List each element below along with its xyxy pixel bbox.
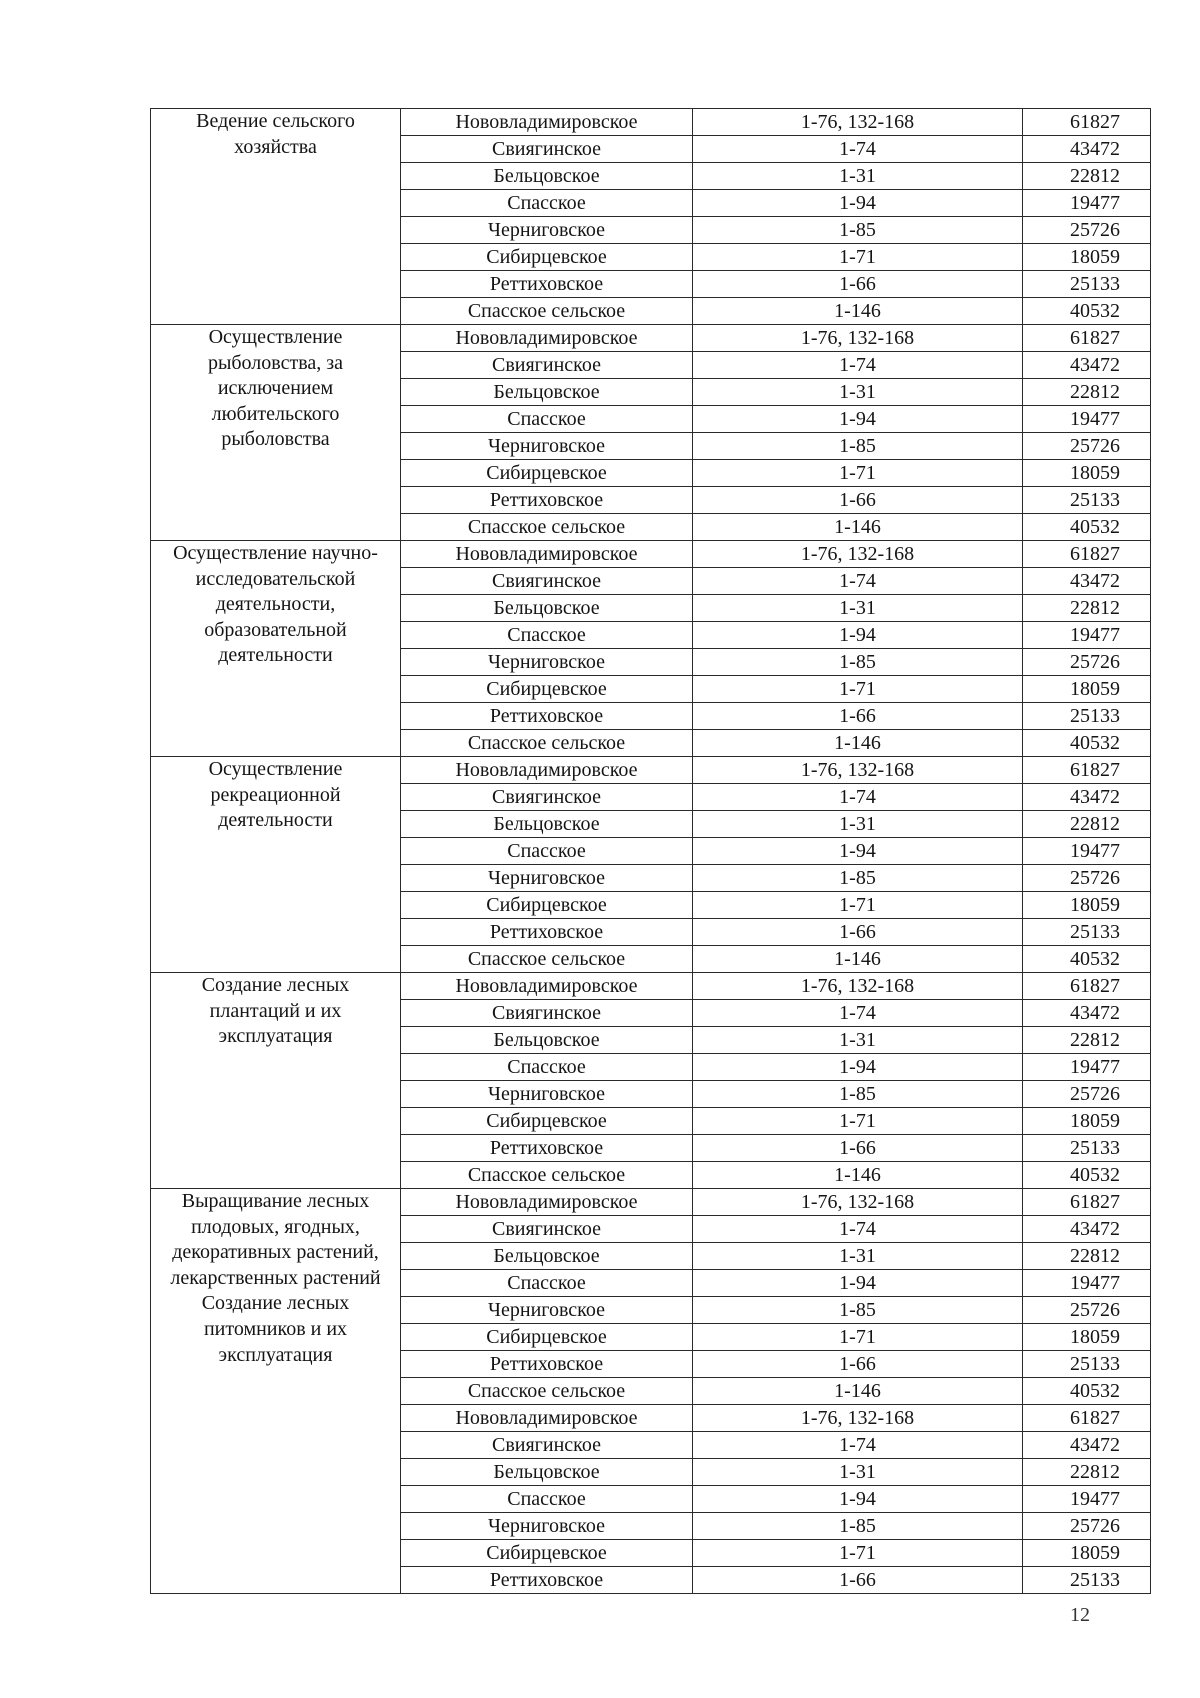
area-cell: 61827	[1023, 973, 1151, 1000]
kvartaly-cell: 1-94	[693, 1486, 1023, 1513]
kvartaly-cell: 1-74	[693, 1000, 1023, 1027]
kvartaly-cell: 1-146	[693, 514, 1023, 541]
kvartaly-cell: 1-94	[693, 1054, 1023, 1081]
lesnichestvo-cell: Спасское	[401, 1270, 693, 1297]
lesnichestvo-cell: Нововладимировское	[401, 757, 693, 784]
lesnichestvo-cell: Спасское сельское	[401, 1378, 693, 1405]
lesnichestvo-cell: Свиягинское	[401, 1432, 693, 1459]
lesnichestvo-cell: Реттиховское	[401, 271, 693, 298]
kvartaly-cell: 1-71	[693, 892, 1023, 919]
area-cell: 61827	[1023, 757, 1151, 784]
area-cell: 19477	[1023, 622, 1151, 649]
lesnichestvo-cell: Сибирцевское	[401, 460, 693, 487]
kvartaly-cell: 1-31	[693, 811, 1023, 838]
lesnichestvo-cell: Черниговское	[401, 649, 693, 676]
lesnichestvo-cell: Свиягинское	[401, 784, 693, 811]
area-cell: 25726	[1023, 1297, 1151, 1324]
area-cell: 25133	[1023, 487, 1151, 514]
lesnichestvo-cell: Нововладимировское	[401, 325, 693, 352]
kvartaly-cell: 1-76, 132-168	[693, 541, 1023, 568]
activity-type-cell: Создание лесных плантаций и их эксплуатация	[151, 973, 401, 1189]
area-cell: 61827	[1023, 541, 1151, 568]
lesnichestvo-cell: Свиягинское	[401, 136, 693, 163]
area-cell: 25726	[1023, 865, 1151, 892]
area-cell: 25726	[1023, 649, 1151, 676]
area-cell: 22812	[1023, 595, 1151, 622]
kvartaly-cell: 1-85	[693, 1513, 1023, 1540]
area-cell: 25133	[1023, 271, 1151, 298]
lesnichestvo-cell: Черниговское	[401, 217, 693, 244]
kvartaly-cell: 1-66	[693, 271, 1023, 298]
area-cell: 61827	[1023, 1405, 1151, 1432]
area-cell: 61827	[1023, 109, 1151, 136]
lesnichestvo-cell: Реттиховское	[401, 1351, 693, 1378]
kvartaly-cell: 1-76, 132-168	[693, 757, 1023, 784]
kvartaly-cell: 1-71	[693, 460, 1023, 487]
area-cell: 43472	[1023, 352, 1151, 379]
kvartaly-cell: 1-94	[693, 1270, 1023, 1297]
area-cell: 43472	[1023, 1216, 1151, 1243]
area-cell: 18059	[1023, 460, 1151, 487]
kvartaly-cell: 1-85	[693, 649, 1023, 676]
kvartaly-cell: 1-71	[693, 1108, 1023, 1135]
kvartaly-cell: 1-146	[693, 946, 1023, 973]
kvartaly-cell: 1-76, 132-168	[693, 109, 1023, 136]
activity-type-cell: Осуществление рекреационной деятельности	[151, 757, 401, 973]
area-cell: 18059	[1023, 244, 1151, 271]
lesnichestvo-cell: Свиягинское	[401, 352, 693, 379]
kvartaly-cell: 1-146	[693, 1378, 1023, 1405]
lesnichestvo-cell: Сибирцевское	[401, 892, 693, 919]
area-cell: 19477	[1023, 406, 1151, 433]
kvartaly-cell: 1-74	[693, 1432, 1023, 1459]
kvartaly-cell: 1-31	[693, 1459, 1023, 1486]
area-cell: 25133	[1023, 1351, 1151, 1378]
lesnichestvo-cell: Бельцовское	[401, 1459, 693, 1486]
lesnichestvo-cell: Нововладимировское	[401, 1189, 693, 1216]
area-cell: 19477	[1023, 1270, 1151, 1297]
area-cell: 43472	[1023, 784, 1151, 811]
lesnichestvo-cell: Спасское	[401, 1054, 693, 1081]
kvartaly-cell: 1-94	[693, 406, 1023, 433]
kvartaly-cell: 1-74	[693, 568, 1023, 595]
area-cell: 19477	[1023, 190, 1151, 217]
kvartaly-cell: 1-71	[693, 1324, 1023, 1351]
lesnichestvo-cell: Реттиховское	[401, 919, 693, 946]
lesnichestvo-cell: Черниговское	[401, 433, 693, 460]
kvartaly-cell: 1-66	[693, 1351, 1023, 1378]
area-cell: 18059	[1023, 1540, 1151, 1567]
kvartaly-cell: 1-66	[693, 1135, 1023, 1162]
lesnichestvo-cell: Реттиховское	[401, 1567, 693, 1594]
lesnichestvo-cell: Сибирцевское	[401, 676, 693, 703]
kvartaly-cell: 1-66	[693, 487, 1023, 514]
area-cell: 22812	[1023, 1027, 1151, 1054]
kvartaly-cell: 1-85	[693, 433, 1023, 460]
area-cell: 40532	[1023, 1378, 1151, 1405]
lesnichestvo-cell: Бельцовское	[401, 1027, 693, 1054]
lesnichestvo-cell: Спасское сельское	[401, 730, 693, 757]
area-cell: 25726	[1023, 1081, 1151, 1108]
kvartaly-cell: 1-76, 132-168	[693, 973, 1023, 1000]
table-row	[151, 757, 1151, 784]
kvartaly-cell: 1-76, 132-168	[693, 1405, 1023, 1432]
kvartaly-cell: 1-66	[693, 919, 1023, 946]
activity-type-cell: Осуществление рыболовства, за исключением любительского рыболовства	[151, 325, 401, 541]
lesnichestvo-cell: Сибирцевское	[401, 1324, 693, 1351]
kvartaly-cell: 1-85	[693, 217, 1023, 244]
area-cell: 19477	[1023, 838, 1151, 865]
table-body	[151, 109, 1151, 1594]
table-row	[151, 1189, 1151, 1216]
kvartaly-cell: 1-74	[693, 784, 1023, 811]
table-row	[151, 109, 1151, 136]
area-cell: 22812	[1023, 1459, 1151, 1486]
activity-type-cell: Выращивание лесных плодовых, ягодных, декоративных растений, лекарственных растений Создание лесных питомников и их эксплуатация	[151, 1189, 401, 1594]
kvartaly-cell: 1-66	[693, 1567, 1023, 1594]
lesnichestvo-cell: Реттиховское	[401, 703, 693, 730]
lesnichestvo-cell: Бельцовское	[401, 379, 693, 406]
lesnichestvo-cell: Спасское	[401, 838, 693, 865]
kvartaly-cell: 1-94	[693, 622, 1023, 649]
lesnichestvo-cell: Черниговское	[401, 865, 693, 892]
lesnichestvo-cell: Спасское	[401, 190, 693, 217]
area-cell: 19477	[1023, 1486, 1151, 1513]
page-number: 12	[1070, 1604, 1090, 1626]
lesnichestvo-cell: Спасское	[401, 1486, 693, 1513]
kvartaly-cell: 1-71	[693, 244, 1023, 271]
lesnichestvo-cell: Нововладимировское	[401, 1405, 693, 1432]
lesnichestvo-cell: Черниговское	[401, 1297, 693, 1324]
kvartaly-cell: 1-76, 132-168	[693, 325, 1023, 352]
kvartaly-cell: 1-146	[693, 1162, 1023, 1189]
lesnichestvo-cell: Свиягинское	[401, 568, 693, 595]
kvartaly-cell: 1-76, 132-168	[693, 1189, 1023, 1216]
kvartaly-cell: 1-85	[693, 1297, 1023, 1324]
area-cell: 18059	[1023, 1108, 1151, 1135]
forest-use-table	[150, 108, 1151, 1594]
lesnichestvo-cell: Спасское	[401, 406, 693, 433]
area-cell: 25133	[1023, 1567, 1151, 1594]
kvartaly-cell: 1-31	[693, 163, 1023, 190]
lesnichestvo-cell: Спасское сельское	[401, 514, 693, 541]
kvartaly-cell: 1-74	[693, 136, 1023, 163]
lesnichestvo-cell: Нововладимировское	[401, 541, 693, 568]
lesnichestvo-cell: Черниговское	[401, 1081, 693, 1108]
lesnichestvo-cell: Нововладимировское	[401, 973, 693, 1000]
kvartaly-cell: 1-71	[693, 1540, 1023, 1567]
area-cell: 25726	[1023, 1513, 1151, 1540]
area-cell: 25133	[1023, 703, 1151, 730]
area-cell: 40532	[1023, 298, 1151, 325]
lesnichestvo-cell: Сибирцевское	[401, 1540, 693, 1567]
area-cell: 25133	[1023, 919, 1151, 946]
lesnichestvo-cell: Бельцовское	[401, 163, 693, 190]
activity-type-cell: Ведение сельского хозяйства	[151, 109, 401, 325]
table-row	[151, 325, 1151, 352]
area-cell: 40532	[1023, 514, 1151, 541]
kvartaly-cell: 1-31	[693, 595, 1023, 622]
lesnichestvo-cell: Черниговское	[401, 1513, 693, 1540]
kvartaly-cell: 1-71	[693, 676, 1023, 703]
area-cell: 22812	[1023, 811, 1151, 838]
area-cell: 43472	[1023, 568, 1151, 595]
kvartaly-cell: 1-85	[693, 865, 1023, 892]
kvartaly-cell: 1-66	[693, 703, 1023, 730]
lesnichestvo-cell: Нововладимировское	[401, 109, 693, 136]
kvartaly-cell: 1-74	[693, 1216, 1023, 1243]
area-cell: 40532	[1023, 1162, 1151, 1189]
lesnichestvo-cell: Бельцовское	[401, 1243, 693, 1270]
lesnichestvo-cell: Бельцовское	[401, 811, 693, 838]
lesnichestvo-cell: Сибирцевское	[401, 244, 693, 271]
area-cell: 61827	[1023, 1189, 1151, 1216]
kvartaly-cell: 1-85	[693, 1081, 1023, 1108]
lesnichestvo-cell: Реттиховское	[401, 1135, 693, 1162]
area-cell: 18059	[1023, 676, 1151, 703]
activity-type-cell: Осуществление научно-исследовательской деятельности, образовательной деятельности	[151, 541, 401, 757]
area-cell: 43472	[1023, 1000, 1151, 1027]
kvartaly-cell: 1-31	[693, 1243, 1023, 1270]
lesnichestvo-cell: Свиягинское	[401, 1216, 693, 1243]
kvartaly-cell: 1-31	[693, 1027, 1023, 1054]
area-cell: 43472	[1023, 1432, 1151, 1459]
area-cell: 40532	[1023, 730, 1151, 757]
kvartaly-cell: 1-31	[693, 379, 1023, 406]
kvartaly-cell: 1-146	[693, 298, 1023, 325]
lesnichestvo-cell: Спасское	[401, 622, 693, 649]
area-cell: 25726	[1023, 433, 1151, 460]
kvartaly-cell: 1-146	[693, 730, 1023, 757]
area-cell: 25726	[1023, 217, 1151, 244]
kvartaly-cell: 1-94	[693, 190, 1023, 217]
lesnichestvo-cell: Реттиховское	[401, 487, 693, 514]
table-row	[151, 973, 1151, 1000]
lesnichestvo-cell: Спасское сельское	[401, 946, 693, 973]
kvartaly-cell: 1-74	[693, 352, 1023, 379]
area-cell: 19477	[1023, 1054, 1151, 1081]
area-cell: 18059	[1023, 892, 1151, 919]
lesnichestvo-cell: Сибирцевское	[401, 1108, 693, 1135]
area-cell: 22812	[1023, 1243, 1151, 1270]
area-cell: 18059	[1023, 1324, 1151, 1351]
area-cell: 25133	[1023, 1135, 1151, 1162]
area-cell: 43472	[1023, 136, 1151, 163]
area-cell: 22812	[1023, 379, 1151, 406]
area-cell: 22812	[1023, 163, 1151, 190]
lesnichestvo-cell: Бельцовское	[401, 595, 693, 622]
kvartaly-cell: 1-94	[693, 838, 1023, 865]
lesnichestvo-cell: Свиягинское	[401, 1000, 693, 1027]
area-cell: 61827	[1023, 325, 1151, 352]
lesnichestvo-cell: Спасское сельское	[401, 1162, 693, 1189]
table-row	[151, 541, 1151, 568]
area-cell: 40532	[1023, 946, 1151, 973]
lesnichestvo-cell: Спасское сельское	[401, 298, 693, 325]
